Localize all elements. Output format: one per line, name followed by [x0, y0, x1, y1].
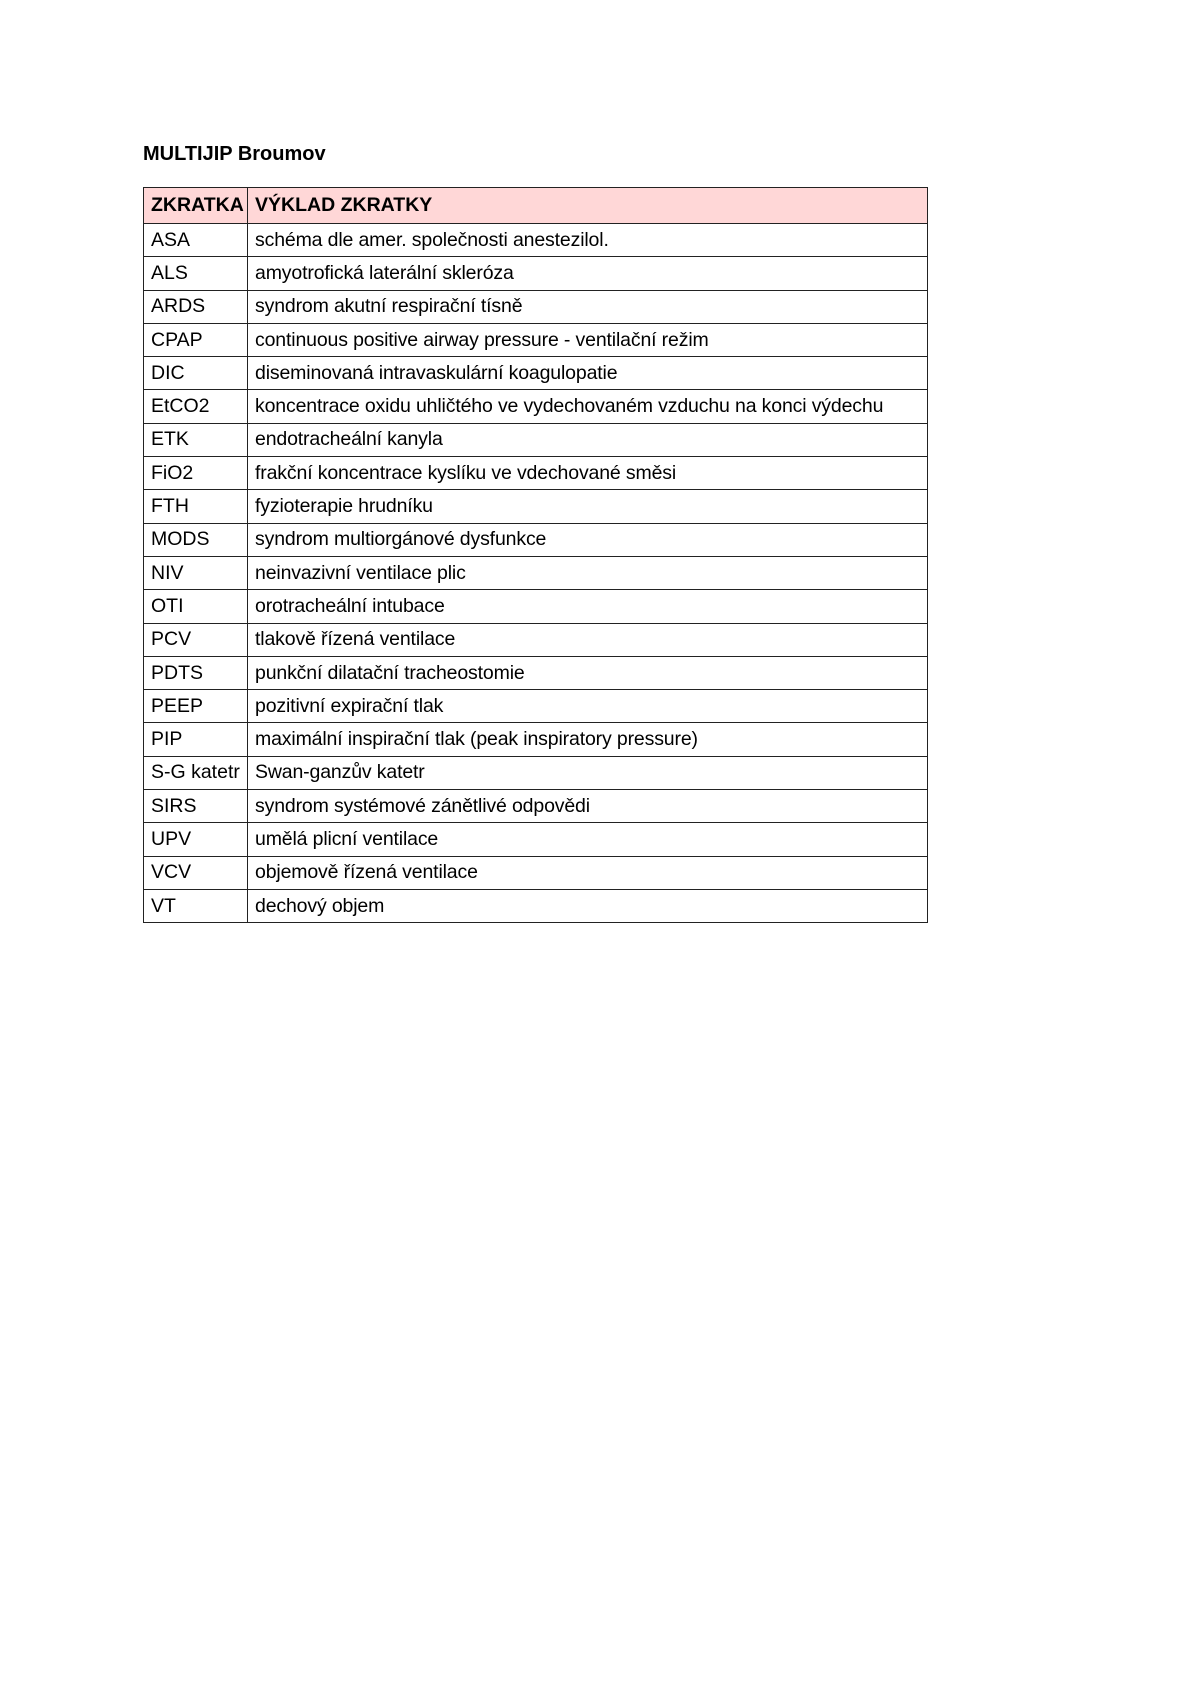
abbreviation-cell: DIC [144, 357, 248, 390]
explanation-cell: umělá plicní ventilace [248, 823, 928, 856]
table-row [144, 656, 928, 689]
explanation-cell: continuous positive airway pressure - ventilační režim [248, 323, 928, 356]
explanation-cell: tlakově řízená ventilace [248, 623, 928, 656]
table-header-row [144, 188, 928, 224]
explanation-cell: frakční koncentrace kyslíku ve vdechované směsi [248, 457, 928, 490]
abbreviation-cell: NIV [144, 556, 248, 589]
abbreviation-cell: VT [144, 889, 248, 922]
explanation-cell: punkční dilatační tracheostomie [248, 656, 928, 689]
explanation-cell: schéma dle amer. společnosti anestezilol. [248, 224, 928, 257]
table-row [144, 856, 928, 889]
table-row [144, 823, 928, 856]
table-row [144, 323, 928, 356]
table-row [144, 390, 928, 423]
table-row [144, 357, 928, 390]
table-row [144, 257, 928, 290]
abbreviation-cell: PCV [144, 623, 248, 656]
table-row [144, 224, 928, 257]
abbreviation-cell: ETK [144, 423, 248, 456]
table-row [144, 889, 928, 922]
explanation-cell: amyotrofická laterální skleróza [248, 257, 928, 290]
explanation-cell: maximální inspirační tlak (peak inspiratory pressure) [248, 723, 928, 756]
abbreviation-cell: CPAP [144, 323, 248, 356]
table-row [144, 457, 928, 490]
abbreviation-table [143, 187, 928, 923]
explanation-cell: koncentrace oxidu uhličtého ve vydechovaném vzduchu na konci výdechu [248, 390, 928, 423]
abbreviation-cell: S-G katetr [144, 756, 248, 789]
explanation-cell: fyzioterapie hrudníku [248, 490, 928, 523]
table-row [144, 423, 928, 456]
table-row [144, 290, 928, 323]
explanation-cell: syndrom akutní respirační tísně [248, 290, 928, 323]
abbreviation-cell: PDTS [144, 656, 248, 689]
abbreviation-cell: PEEP [144, 690, 248, 723]
table-row [144, 790, 928, 823]
abbreviation-cell: MODS [144, 523, 248, 556]
table-row [144, 523, 928, 556]
column-header-explanation: VÝKLAD ZKRATKY [248, 188, 928, 224]
abbreviation-cell: UPV [144, 823, 248, 856]
table-row [144, 690, 928, 723]
page-title: MULTIJIP Broumov [143, 143, 326, 165]
table-row [144, 590, 928, 623]
table-row [144, 623, 928, 656]
table-body [144, 224, 928, 923]
table-row [144, 490, 928, 523]
explanation-cell: neinvazivní ventilace plic [248, 556, 928, 589]
abbreviation-cell: ALS [144, 257, 248, 290]
explanation-cell: orotracheální intubace [248, 590, 928, 623]
explanation-cell: objemově řízená ventilace [248, 856, 928, 889]
explanation-cell: syndrom multiorgánové dysfunkce [248, 523, 928, 556]
abbreviation-cell: FTH [144, 490, 248, 523]
explanation-cell: endotracheální kanyla [248, 423, 928, 456]
table-row [144, 556, 928, 589]
table-row [144, 756, 928, 789]
table-row [144, 723, 928, 756]
explanation-cell: pozitivní expirační tlak [248, 690, 928, 723]
abbreviation-cell: VCV [144, 856, 248, 889]
column-header-abbreviation: ZKRATKA [144, 188, 248, 224]
explanation-cell: diseminovaná intravaskulární koagulopatie [248, 357, 928, 390]
explanation-cell: dechový objem [248, 889, 928, 922]
abbreviation-cell: ARDS [144, 290, 248, 323]
abbreviation-cell: ASA [144, 224, 248, 257]
explanation-cell: syndrom systémové zánětlivé odpovědi [248, 790, 928, 823]
explanation-cell: Swan-ganzův katetr [248, 756, 928, 789]
abbreviation-cell: EtCO2 [144, 390, 248, 423]
abbreviation-cell: FiO2 [144, 457, 248, 490]
abbreviation-cell: OTI [144, 590, 248, 623]
abbreviation-cell: SIRS [144, 790, 248, 823]
abbreviation-cell: PIP [144, 723, 248, 756]
